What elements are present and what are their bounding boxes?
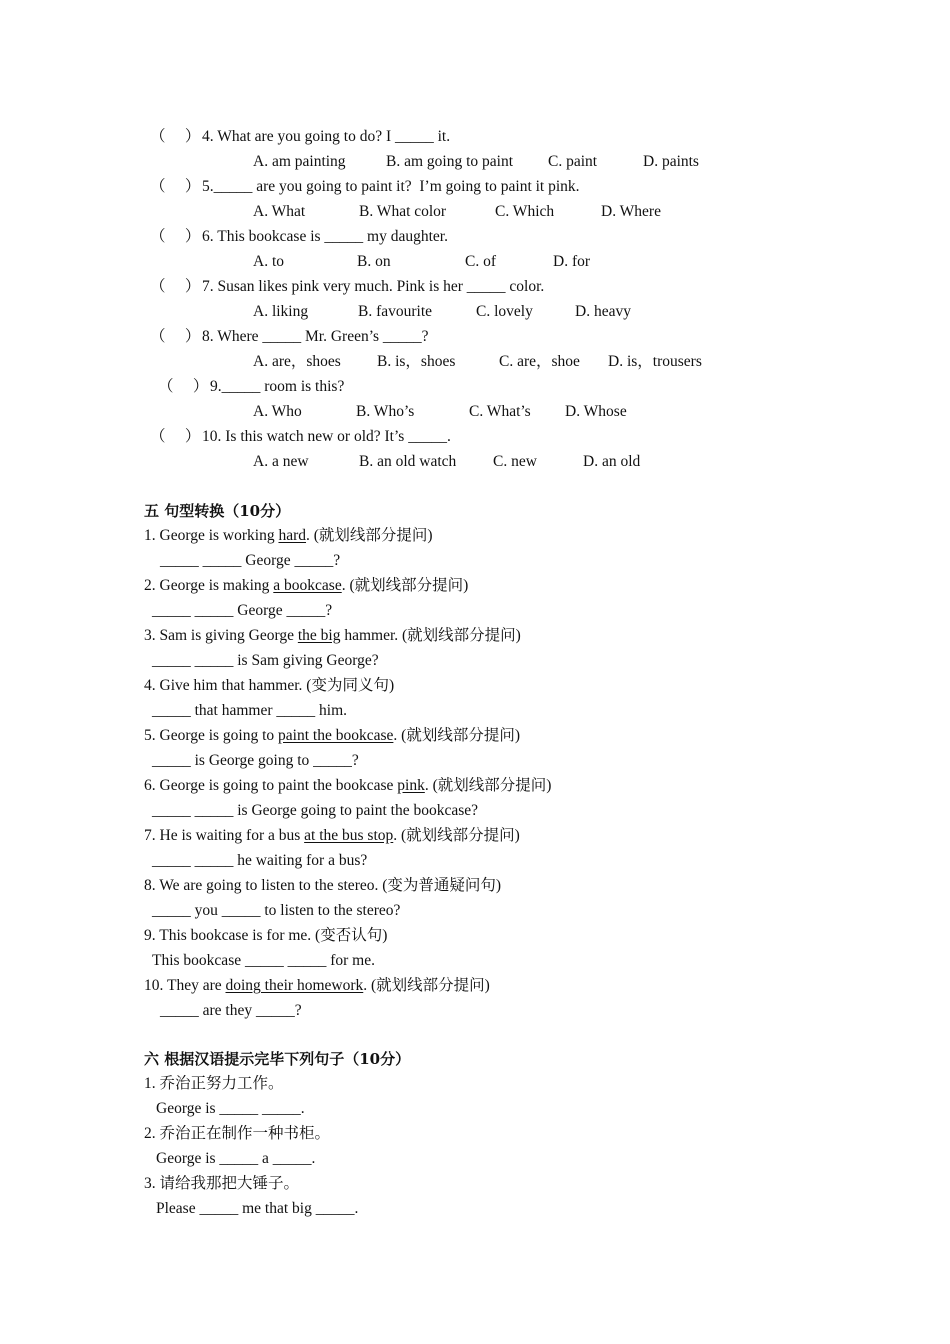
- question-7: 7. Susan likes pink very much. Pink is her _____ color.: [202, 278, 545, 295]
- answer-line: _____ _____ he waiting for a bus?: [152, 852, 368, 869]
- option-a: A. What: [253, 203, 306, 220]
- option-d: D. an old: [583, 453, 641, 470]
- transform-item-7: 7. He is waiting for a bus at the bus stop. (就划线部分提问): [144, 827, 520, 844]
- transform-item-5: 5. George is going to paint the bookcase. (就划线部分提问): [144, 727, 520, 744]
- underlined-part: the big: [297, 627, 341, 644]
- answer-line: _____ you _____ to listen to the stereo?: [152, 902, 401, 919]
- transform-item-10: 10. They are doing their homework. (就划线部分提问): [144, 977, 490, 994]
- option-a: A. am painting: [253, 153, 346, 170]
- transform-item-8: 8. We are going to listen to the stereo. (变为普通疑问句): [144, 877, 502, 894]
- transform-item-3: 3. Sam is giving George the big hammer. (就划线部分提问): [144, 627, 521, 644]
- question-9: 9._____ room is this?: [210, 378, 345, 395]
- option-b: B. is，shoes: [377, 353, 456, 370]
- english-blank-3: Please _____ me that big _____.: [156, 1200, 359, 1217]
- option-d: D. is，trousers: [608, 353, 702, 370]
- answer-paren: （ ）: [150, 278, 201, 295]
- answer-line: _____ _____ is Sam giving George?: [152, 652, 379, 669]
- option-d: D. Where: [601, 203, 661, 220]
- answer-paren: （ ）: [150, 428, 201, 445]
- chinese-prompt-3: 3. 请给我那把大锤子。: [144, 1175, 300, 1192]
- option-a: A. Who: [253, 403, 302, 420]
- underlined-part: doing their homework: [225, 977, 364, 994]
- section-title: 六 根据汉语提示完毕下列句子（10分）: [144, 1050, 411, 1068]
- answer-line: _____ that hammer _____ him.: [152, 702, 348, 719]
- option-b: B. am going to paint: [386, 153, 514, 170]
- transform-item-4: 4. Give him that hammer. (变为同义句): [144, 677, 395, 694]
- option-a: A. are，shoes: [253, 353, 341, 370]
- answer-line: _____ are they _____?: [160, 1002, 302, 1019]
- option-c: C. of: [465, 253, 496, 270]
- answer-paren: （ ）: [150, 328, 201, 345]
- transform-item-9: 9. This bookcase is for me. (变否认句): [144, 927, 388, 944]
- answer-paren: （ ）: [150, 228, 201, 245]
- question-5: 5._____ are you going to paint it? I’m going to paint it pink.: [202, 178, 580, 195]
- english-blank-1: George is _____ _____.: [156, 1100, 305, 1117]
- option-a: A. liking: [253, 303, 309, 320]
- option-d: D. for: [553, 253, 591, 270]
- option-c: C. Which: [495, 203, 555, 220]
- transform-item-2: 2. George is making a bookcase. (就划线部分提问): [144, 577, 469, 594]
- underlined-part: pink: [397, 777, 425, 794]
- question-6: 6. This bookcase is _____ my daughter.: [202, 228, 448, 245]
- option-b: B. on: [357, 253, 391, 270]
- option-d: D. Whose: [565, 403, 627, 420]
- answer-paren: （ ）: [150, 128, 201, 145]
- question-10: 10. Is this watch new or old? It’s _____.: [202, 428, 451, 445]
- question-4: 4. What are you going to do? I _____ it.: [202, 128, 451, 145]
- underlined-part: paint the bookcase: [278, 727, 394, 744]
- option-c: C. are，shoe: [499, 353, 580, 370]
- answer-paren: （ ）: [150, 178, 201, 195]
- answer-line: _____ _____ George _____?: [160, 552, 341, 569]
- answer-line: This bookcase _____ _____ for me.: [152, 952, 375, 969]
- underlined-part: hard: [278, 527, 307, 544]
- chinese-prompt-2: 2. 乔治正在制作一种书柜。: [144, 1125, 331, 1142]
- question-8: 8. Where _____ Mr. Green’s _____?: [202, 328, 429, 345]
- option-c: C. paint: [548, 153, 598, 170]
- option-b: B. Who’s: [356, 403, 415, 420]
- section-title: 五 句型转换（10分）: [144, 502, 291, 520]
- option-c: C. new: [493, 453, 537, 470]
- option-a: A. a new: [253, 453, 309, 470]
- option-b: B. an old watch: [359, 453, 457, 470]
- answer-line: _____ is George going to _____?: [152, 752, 359, 769]
- transform-item-1: 1. George is working hard. (就划线部分提问): [144, 527, 433, 544]
- english-blank-2: George is _____ a _____.: [156, 1150, 316, 1167]
- option-b: B. What color: [359, 203, 447, 220]
- answer-line: _____ _____ is George going to paint the bookcase?: [152, 802, 479, 819]
- answer-paren: （ ）: [158, 378, 209, 395]
- transform-item-6: 6. George is going to paint the bookcase pink. (就划线部分提问): [144, 777, 552, 794]
- option-a: A. to: [253, 253, 284, 270]
- option-d: D. heavy: [575, 303, 631, 320]
- underlined-part: at the bus stop: [304, 827, 394, 844]
- answer-line: _____ _____ George _____?: [152, 602, 333, 619]
- option-b: B. favourite: [358, 303, 433, 320]
- option-d: D. paints: [643, 153, 699, 170]
- underlined-part: a bookcase: [273, 577, 342, 594]
- chinese-prompt-1: 1. 乔治正努力工作。: [144, 1075, 284, 1092]
- option-c: C. lovely: [476, 303, 533, 320]
- option-c: C. What’s: [469, 403, 531, 420]
